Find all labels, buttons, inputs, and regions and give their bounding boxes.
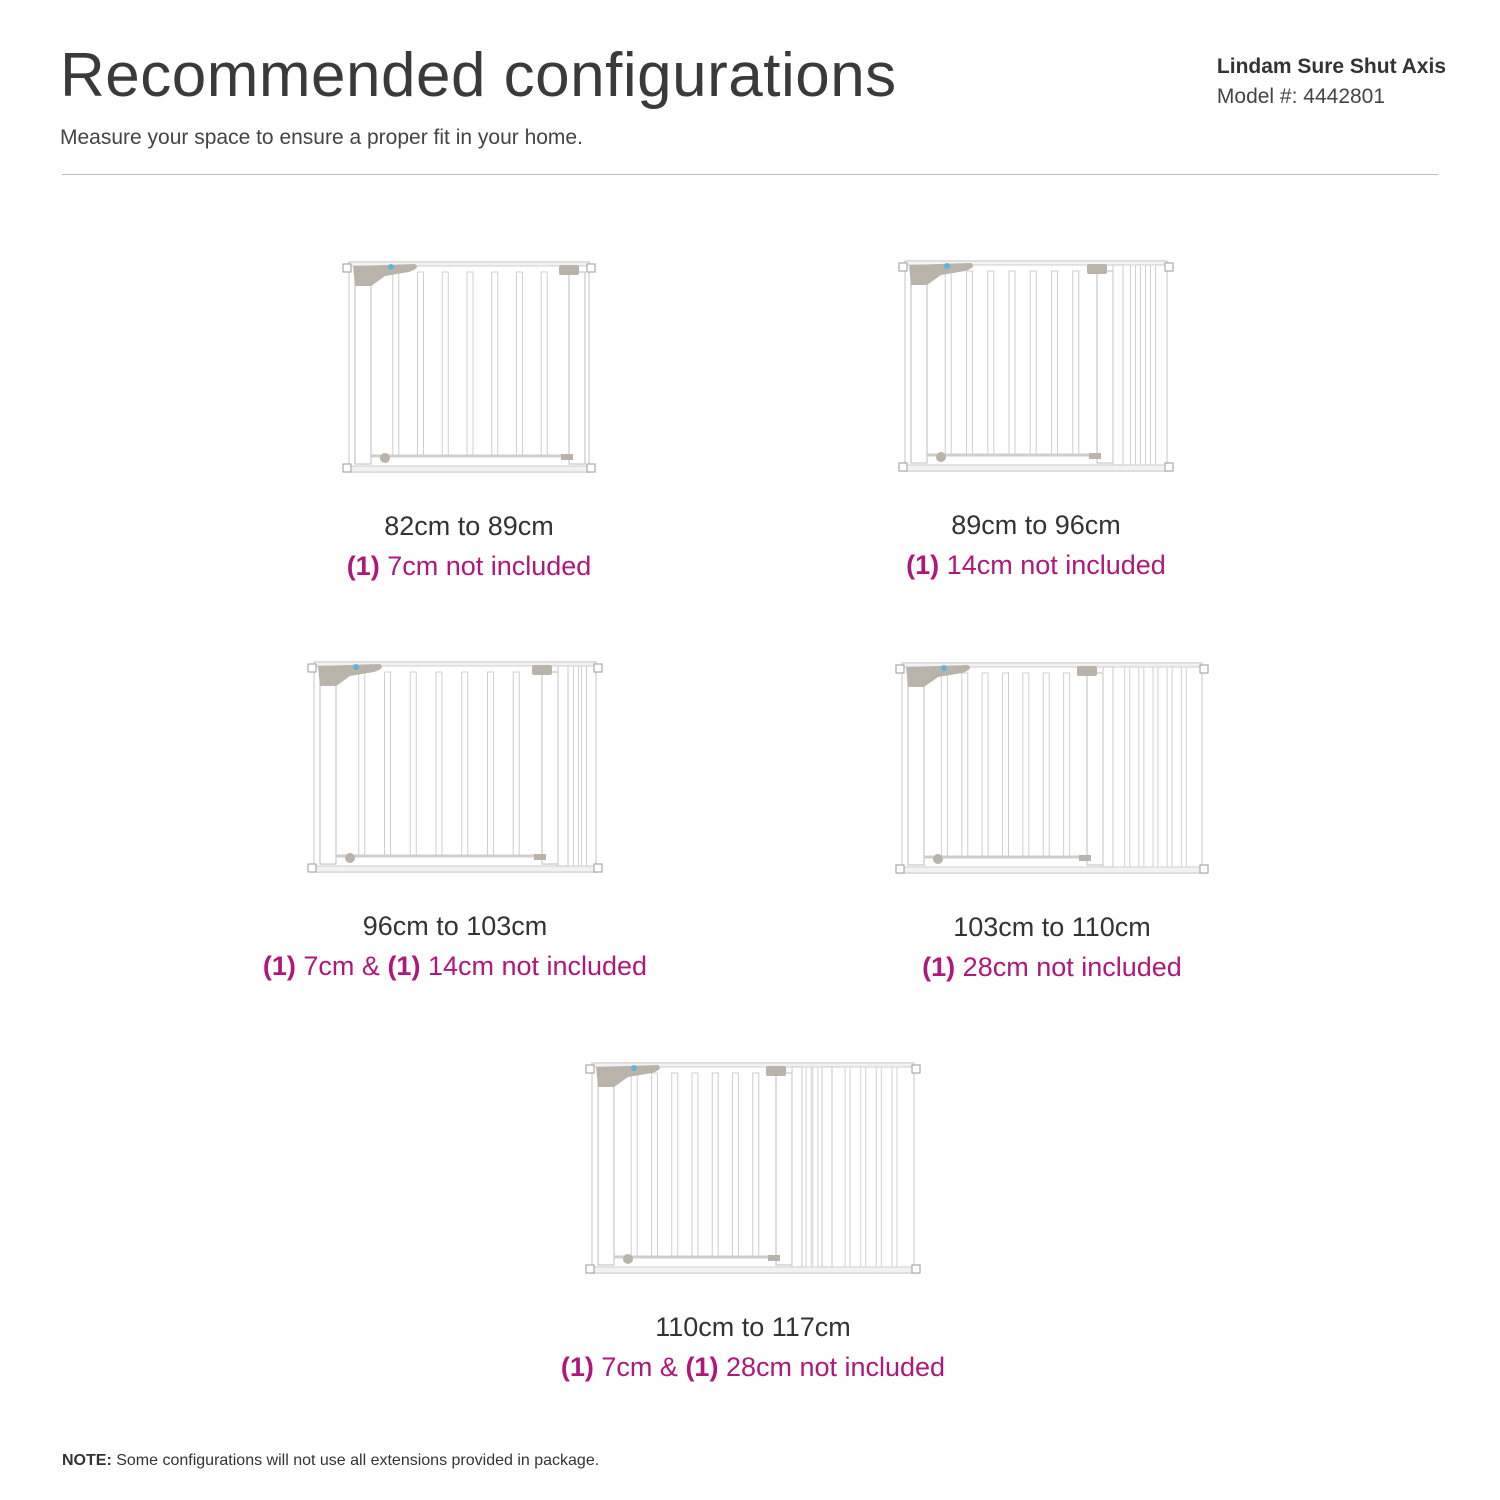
gate-image xyxy=(583,1051,923,1283)
extension-qty: (1) xyxy=(906,550,940,580)
gate-image xyxy=(892,651,1212,883)
gate-drawing xyxy=(899,261,1173,471)
config-extensions xyxy=(503,1347,1003,1387)
page-subtitle: Measure your space to ensure a proper fit in your home. xyxy=(60,126,583,149)
config-range: 89cm to 96cm xyxy=(951,510,1121,540)
extension-qty: (1) xyxy=(262,951,296,981)
config-103-110 xyxy=(852,651,1252,987)
config-range: 110cm to 117cm xyxy=(655,1312,851,1342)
config-range: 103cm to 110cm xyxy=(953,912,1151,942)
extension-qty: (1) xyxy=(387,951,421,981)
gate-drawing xyxy=(586,1063,920,1273)
extension-text: 28cm not included xyxy=(955,952,1182,982)
extension-text: 14cm not included xyxy=(420,951,648,981)
config-extensions xyxy=(269,546,669,586)
extension-text: 28cm not included xyxy=(718,1352,946,1382)
footnote xyxy=(62,1452,599,1470)
gate-drawing xyxy=(308,662,602,872)
extension-qty: (1) xyxy=(346,551,380,581)
gate-image xyxy=(896,249,1176,481)
config-extensions xyxy=(205,946,705,986)
config-82-89 xyxy=(269,250,669,586)
note-label: NOTE: xyxy=(62,1452,112,1469)
extension-text: 14cm not included xyxy=(939,550,1166,580)
product-info xyxy=(1217,52,1446,112)
config-96-103 xyxy=(205,650,705,986)
extension-qty: (1) xyxy=(560,1352,594,1382)
extension-qty: (1) xyxy=(922,952,956,982)
extension-text: 7cm not included xyxy=(379,551,592,581)
extension-text: 7cm & xyxy=(593,1352,686,1382)
product-name: Lindam Sure Shut Axis xyxy=(1216,55,1446,78)
config-89-96 xyxy=(836,249,1236,585)
config-range: 96cm to 103cm xyxy=(362,911,548,941)
config-extensions xyxy=(836,545,1236,585)
config-extensions xyxy=(852,947,1252,987)
page-title: Recommended configurations xyxy=(60,41,897,110)
config-110-117 xyxy=(503,1051,1003,1387)
extension-qty: (1) xyxy=(685,1352,719,1382)
gate-drawing xyxy=(896,663,1208,873)
header-divider xyxy=(62,174,1438,175)
extension-text: 7cm & xyxy=(295,951,388,981)
config-range: 82cm to 89cm xyxy=(384,511,554,541)
gate-image xyxy=(339,250,599,482)
note-text: Some configurations will not use all extensions provided in package. xyxy=(111,1452,600,1469)
gate-drawing xyxy=(343,262,595,472)
gate-image xyxy=(305,650,605,882)
model-number: Model #: 4442801 xyxy=(1216,85,1386,108)
